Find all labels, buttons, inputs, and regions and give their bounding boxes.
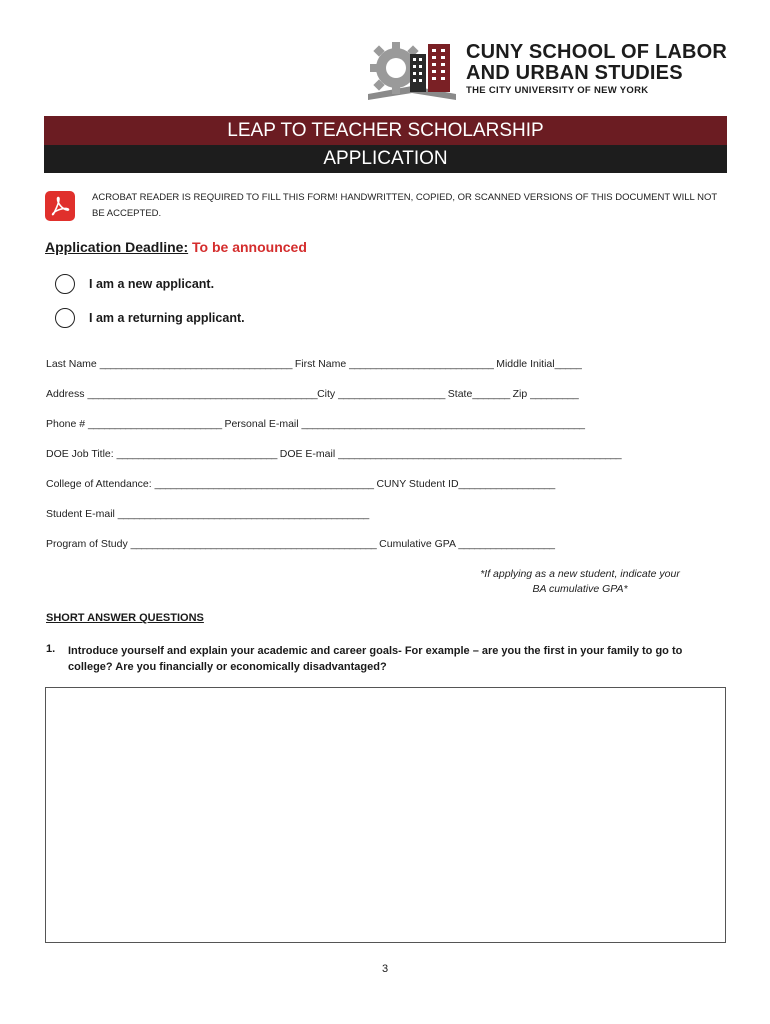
address-field[interactable]: ___________________________________________ [87,388,318,400]
gpa-note [430,567,730,597]
address-label: Address [46,388,85,400]
name-fields-row [46,358,581,370]
acrobat-pdf-icon [45,191,75,226]
logo-text-line3: THE CITY UNIVERSITY OF NEW YORK [466,85,649,96]
college-fields-row [46,478,555,490]
student-email-label: Student E-mail [46,508,115,520]
city-label: City [317,388,336,400]
last-name-label: Last Name [46,358,97,370]
short-answer-heading: SHORT ANSWER QUESTIONS [46,612,204,624]
question-1-number: 1. [46,643,56,655]
zip-label: Zip [512,388,528,400]
phone-label: Phone # [46,418,86,430]
doe-fields-row [46,448,621,460]
college-field[interactable]: _________________________________________ [154,478,374,490]
acrobat-notice: ACROBAT READER IS REQUIRED TO FILL THIS FORM! HANDWRITTEN, COPIED, OR SCANNED VERSIONS OF THIS DOCUMENT WILL NOT BE ACCEPTED. [92,192,717,219]
returning-applicant-label: I am a returning applicant. [89,311,245,325]
new-applicant-option[interactable] [55,272,214,296]
state-field[interactable]: _______ [472,388,510,400]
returning-applicant-radio[interactable] [55,308,75,328]
school-logo [366,38,736,104]
middle-initial-field[interactable]: _____ [554,358,582,370]
student-email-field[interactable]: _______________________________________________ [117,508,369,520]
question-1-text: Introduce yourself and explain your academic and career goals- For example – are you the first in your family to go to college? Are you financially or economically disadvantaged? [68,645,683,673]
gpa-field[interactable]: __________________ [458,538,555,550]
personal-email-field[interactable]: _____________________________________________________ [301,418,585,430]
first-name-field[interactable]: ___________________________ [349,358,494,370]
middle-initial-label: Middle Initial [496,358,555,370]
gpa-note-line1: *If applying as a new student, indicate your [480,568,680,580]
application-deadline [45,239,307,255]
first-name-label: First Name [294,358,347,370]
new-applicant-label: I am a new applicant. [89,277,215,291]
page-number: 3 [381,963,389,975]
program-field[interactable]: ______________________________________________ [130,538,377,550]
title-banner-line2: APPLICATION [44,145,727,173]
doe-email-field[interactable]: _____________________________________________________ [338,448,622,460]
cuny-id-label: CUNY Student ID [376,478,459,490]
question-1-answer-box[interactable] [45,687,726,943]
phone-field[interactable]: _________________________ [88,418,222,430]
logo-text-line2: AND URBAN STUDIES [466,62,683,84]
logo-mark-icon [366,38,462,104]
city-field[interactable]: ____________________ [338,388,445,400]
logo-text-line1: CUNY SCHOOL OF LABOR [466,41,728,63]
college-label: College of Attendance: [46,478,152,490]
program-label: Program of Study [46,538,128,550]
program-fields-row [46,538,554,550]
student-email-row [46,508,369,520]
deadline-label: Application Deadline: [45,239,189,255]
last-name-field[interactable]: ____________________________________ [99,358,292,370]
address-fields-row [46,388,578,400]
title-banner-line1: LEAP TO TEACHER SCHOLARSHIP [44,116,727,145]
new-applicant-radio[interactable] [55,274,75,294]
doe-job-title-label: DOE Job Title: [46,448,114,460]
returning-applicant-option[interactable] [55,306,245,330]
contact-fields-row [46,418,585,430]
deadline-value: To be announced [188,239,307,255]
doe-job-title-field[interactable]: ______________________________ [116,448,277,460]
gpa-note-line2: BA cumulative GPA* [532,583,628,595]
gpa-label: Cumulative GPA [379,538,456,550]
personal-email-label: Personal E-mail [224,418,299,430]
state-label: State [447,388,473,400]
zip-field[interactable]: _________ [530,388,579,400]
doe-email-label: DOE E-mail [279,448,336,460]
cuny-id-field[interactable]: __________________ [458,478,555,490]
